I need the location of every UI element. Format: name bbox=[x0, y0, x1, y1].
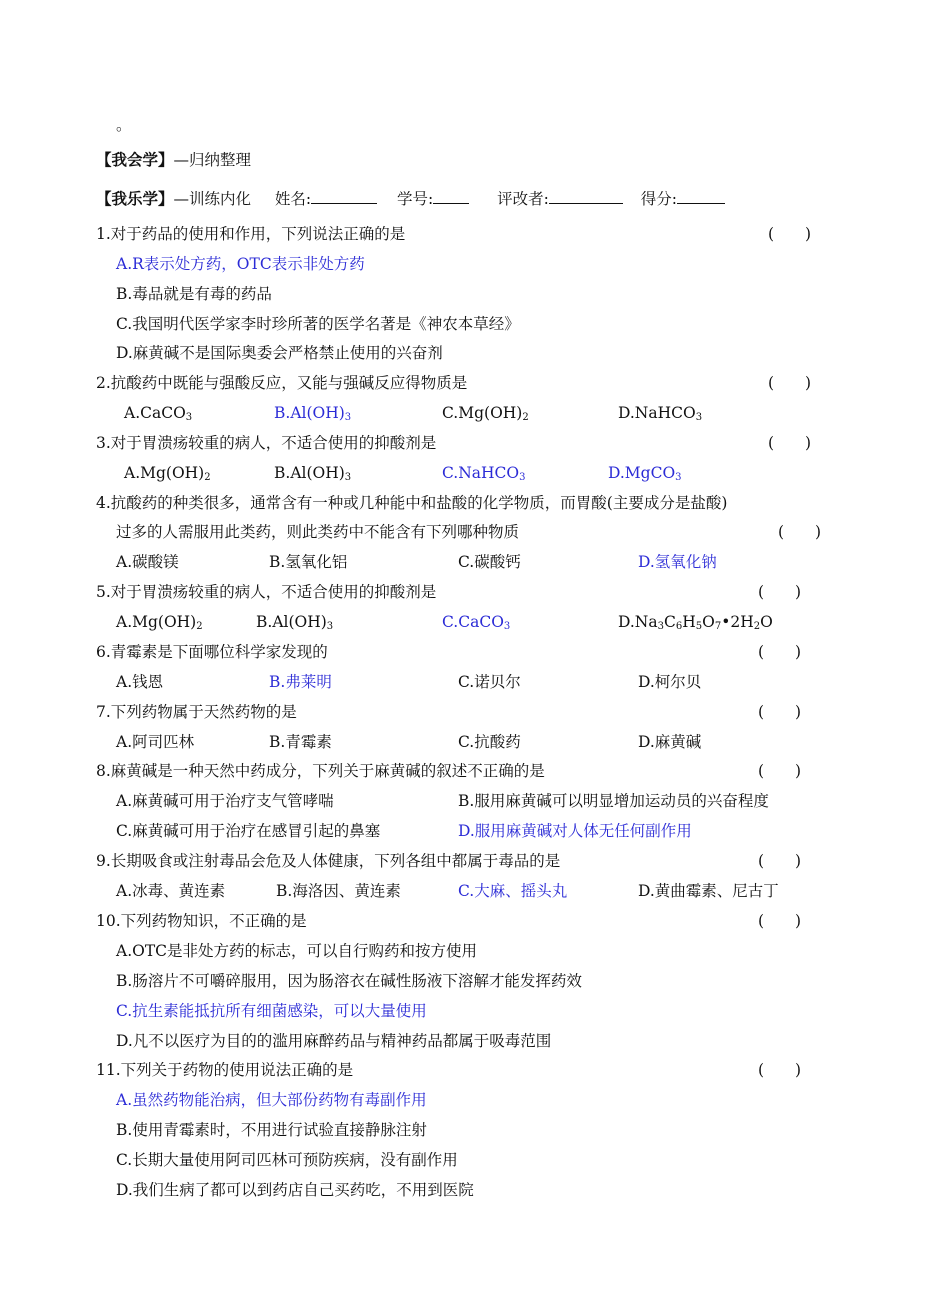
option: A.OTC是非处方药的标志，可以自行购药和按方使用 bbox=[116, 942, 478, 960]
question-stem-continued: 过多的人需服用此类药，则此类药中不能含有下列哪种物质 bbox=[116, 523, 520, 541]
option: A.虽然药物能治病，但大部份药物有毒副作用 bbox=[116, 1091, 427, 1109]
option: $D.Na_3C_6H_5O_7•2H_2O$ bbox=[618, 613, 773, 632]
grader-label: 评改者: bbox=[497, 190, 549, 208]
student-id-label: 学号: bbox=[397, 190, 434, 208]
answer-blank[interactable]: ( ) bbox=[758, 852, 802, 870]
option: D.我们生病了都可以到药店自己买药吃，不用到医院 bbox=[116, 1181, 474, 1199]
top-mark: 。 bbox=[116, 116, 132, 134]
question-stem: 6.青霉素是下面哪位科学家发现的 bbox=[96, 643, 328, 661]
question-stem: 1.对于药品的使用和作用，下列说法正确的是 bbox=[96, 225, 406, 243]
score-label: 得分: bbox=[640, 190, 677, 208]
option: C.麻黄碱可用于治疗在感冒引起的鼻塞 bbox=[116, 822, 381, 840]
option: A.R表示处方药，OTC表示非处方药 bbox=[116, 255, 365, 273]
option: D.MgCO$_3$ bbox=[608, 464, 682, 483]
question-stem: 4.抗酸药的种类很多，通常含有一种或几种能中和盐酸的化学物质，而胃酸(主要成分是盐酸) bbox=[96, 494, 728, 512]
answer-blank[interactable]: ( ) bbox=[768, 374, 812, 392]
option: C.CaCO$_3$ bbox=[442, 613, 511, 632]
answer-blank[interactable]: ( ) bbox=[758, 703, 802, 721]
option: A.阿司匹林 bbox=[116, 733, 195, 751]
section-subtitle: —训练内化 bbox=[173, 190, 252, 208]
option: A.钱恩 bbox=[116, 673, 164, 691]
option: B.氢氧化铝 bbox=[269, 553, 348, 571]
question-stem: 8.麻黄碱是一种天然中药成分，下列关于麻黄碱的叙述不正确的是 bbox=[96, 762, 545, 780]
answer-blank[interactable]: ( ) bbox=[758, 762, 802, 780]
option: $B.Al(OH)_3$ bbox=[274, 464, 352, 483]
option: A.CaCO$_3$ bbox=[124, 404, 193, 423]
option: D.NaHCO$_3$ bbox=[618, 404, 703, 423]
option: C.长期大量使用阿司匹林可预防疾病，没有副作用 bbox=[116, 1151, 458, 1169]
option: C.抗酸药 bbox=[458, 733, 521, 751]
answer-blank[interactable]: ( ) bbox=[758, 643, 802, 661]
question-stem: 5.对于胃溃疡较重的病人，不适合使用的抑酸剂是 bbox=[96, 583, 437, 601]
student-id-field[interactable] bbox=[433, 187, 469, 204]
option: $A.Mg(OH)_2$ bbox=[116, 613, 203, 632]
option: B.肠溶片不可嚼碎服用，因为肠溶衣在碱性肠液下溶解才能发挥药效 bbox=[116, 972, 582, 990]
option: B.服用麻黄碱可以明显增加运动员的兴奋程度 bbox=[458, 792, 769, 810]
option: $C.Mg(OH)_2$ bbox=[442, 404, 529, 423]
option: $B.Al(OH)_3$ bbox=[274, 404, 352, 423]
answer-blank[interactable]: ( ) bbox=[758, 912, 802, 930]
option: B.使用青霉素时，不用进行试验直接静脉注射 bbox=[116, 1121, 427, 1139]
section-heading-learn bbox=[96, 149, 251, 171]
section-bracket: 【我乐学】 bbox=[96, 189, 174, 208]
option: A.冰毒、黄连素 bbox=[116, 882, 226, 900]
option: B.青霉素 bbox=[269, 733, 332, 751]
option: C.抗生素能抵抗所有细菌感染，可以大量使用 bbox=[116, 1002, 427, 1020]
answer-blank[interactable]: ( ) bbox=[768, 434, 812, 452]
answer-blank[interactable]: ( ) bbox=[758, 583, 802, 601]
answer-blank[interactable]: ( ) bbox=[768, 225, 812, 243]
option: C.大麻、摇头丸 bbox=[458, 882, 568, 900]
option: D.氢氧化钠 bbox=[638, 553, 717, 571]
answer-blank[interactable]: ( ) bbox=[778, 523, 822, 541]
score-field[interactable] bbox=[677, 187, 725, 204]
option: C.NaHCO$_3$ bbox=[442, 464, 526, 483]
option: D.黄曲霉素、尼古丁 bbox=[638, 882, 779, 900]
option: D.麻黄碱不是国际奥委会严格禁止使用的兴奋剂 bbox=[116, 344, 443, 362]
answer-blank[interactable]: ( ) bbox=[758, 1061, 802, 1079]
section-subtitle: —归纳整理 bbox=[173, 151, 252, 169]
option: D.柯尔贝 bbox=[638, 673, 702, 691]
option: $B.Al(OH)_3$ bbox=[256, 613, 334, 632]
section-bracket: 【我会学】 bbox=[96, 150, 174, 169]
question-stem: 3.对于胃溃疡较重的病人，不适合使用的抑酸剂是 bbox=[96, 434, 437, 452]
question-stem: 2.抗酸药中既能与强酸反应，又能与强碱反应得物质是 bbox=[96, 374, 468, 392]
question-stem: 10.下列药物知识，不正确的是 bbox=[96, 912, 307, 930]
option: C.碳酸钙 bbox=[458, 553, 521, 571]
option: C.诺贝尔 bbox=[458, 673, 521, 691]
name-label: 姓名: bbox=[274, 190, 312, 208]
option: D.麻黄碱 bbox=[638, 733, 702, 751]
option: D.服用麻黄碱对人体无任何副作用 bbox=[458, 822, 692, 840]
option: D.凡不以医疗为目的的滥用麻醉药品与精神药品都属于吸毒范围 bbox=[116, 1032, 552, 1050]
section-heading-practice bbox=[96, 187, 725, 209]
question-stem: 7.下列药物属于天然药物的是 bbox=[96, 703, 297, 721]
option: B.弗莱明 bbox=[269, 673, 332, 691]
question-stem: 11.下列关于药物的使用说法正确的是 bbox=[96, 1061, 354, 1079]
option: C.我国明代医学家李时珍所著的医学名著是《神农本草经》 bbox=[116, 315, 520, 333]
option: B.海洛因、黄连素 bbox=[276, 882, 401, 900]
option: $A.Mg(OH)_2$ bbox=[124, 464, 211, 483]
name-field[interactable] bbox=[311, 187, 377, 204]
option: A.碳酸镁 bbox=[116, 553, 179, 571]
option: B.毒品就是有毒的药品 bbox=[116, 285, 272, 303]
question-stem: 9.长期吸食或注射毒品会危及人体健康，下列各组中都属于毒品的是 bbox=[96, 852, 561, 870]
option: A.麻黄碱可用于治疗支气管哮喘 bbox=[116, 792, 334, 810]
grader-field[interactable] bbox=[549, 187, 623, 204]
